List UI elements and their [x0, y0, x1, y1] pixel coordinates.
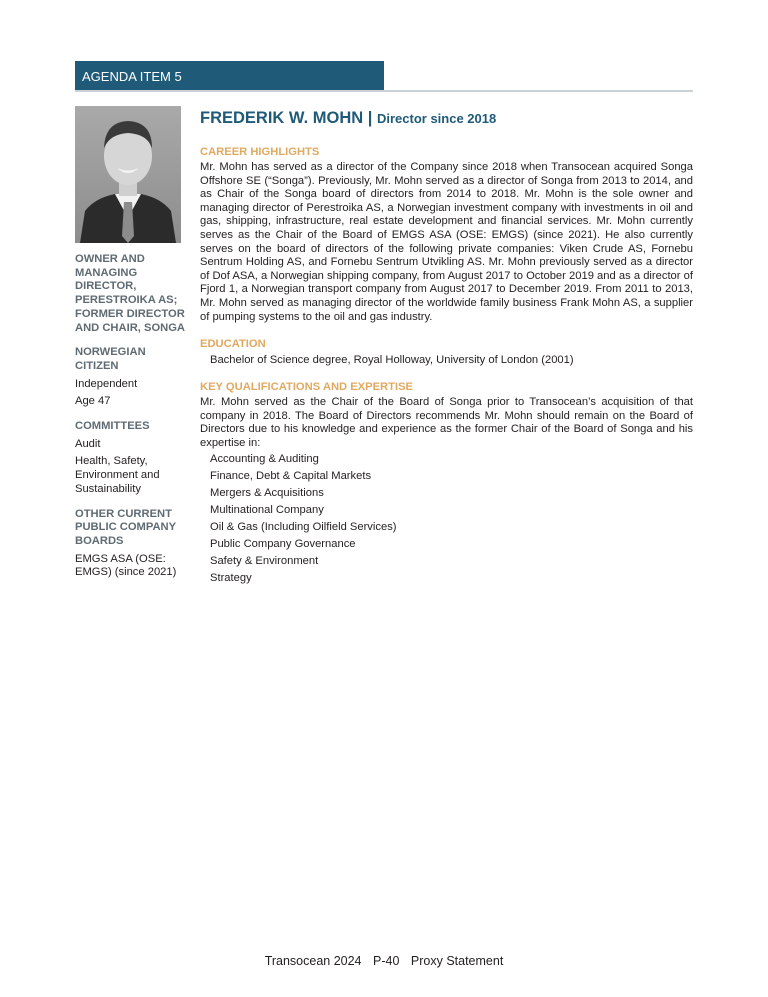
citizenship: NORWEGIAN CITIZEN: [75, 346, 146, 372]
committee-item: Audit: [75, 437, 101, 450]
education-item: Bachelor of Science degree, Royal Holloway, University of London (2001): [210, 354, 574, 367]
expertise-list: [200, 451, 693, 587]
footer-company: Transocean 2024: [264, 954, 362, 968]
board-item: EMGS ASA (OSE: EMGS) (since 2021): [75, 552, 177, 579]
expertise-item: Mergers & Acquisitions: [210, 486, 324, 499]
director-since: Director since 2018: [376, 111, 497, 126]
footer-document: Proxy Statement: [410, 954, 504, 968]
committee-item: Health, Safety, Environment and Sustainability: [75, 455, 160, 495]
committees-heading: COMMITTEES: [75, 420, 150, 433]
director-profile: [200, 109, 693, 587]
expertise-item: Finance, Debt & Capital Markets: [210, 469, 372, 482]
director-photo: [75, 106, 181, 243]
expertise-item: Multinational Company: [210, 503, 324, 516]
name-separator: |: [367, 109, 373, 127]
expertise-item: Public Company Governance: [210, 537, 356, 550]
director-role: OWNER AND MANAGING DIRECTOR, PERESTROIKA AS; FORMER DIRECTOR AND CHAIR, SONGA: [75, 253, 186, 334]
qualifications-text: Mr. Mohn served as the Chair of the Board of Songa prior to Transocean’s acquisition of that company in 2018. The Board of Directors recommends Mr. Mohn should remain on the Board of Directors due to his knowledge and experience as the former Chair of the Board of Songa and his expertise in:: [200, 396, 693, 449]
career-text: Mr. Mohn has served as a director of the Company since 2018 when Transocean acquired Songa Offshore SE (“Songa”). Previously, Mr. Mohn served as a director of Songa from 2013 to 2014, and as Chair of the Songa board of directors from 2014 to 2018. Mr. Mohn is the sole owner and managing director of Perestroika AS, a Norwegian investment company with investments in oil and gas, shipping, infrastructure, real estate development and financial services. Mr. Mohn currently serves as the Chair of the Board of EMGS ASA (OSE: EMGS) (since 2021). He also currently serves on the board of directors of the following private companies: Viken Crude AS, Fornebu Sentrum Holding AS, and Fornebu Sentrum Utvikling AS. Mr. Mohn previously served as a director of Dof ASA, a Norwegian shipping company, from August 2017 to October 2019 and as a director of Fjord 1, a Norwegian transport company from August 2017 to December 2019. From 2011 to 2013, Mr. Mohn served as managing director of the worldwide family business Frank Mohn AS, a supplier of pumping systems to the oil and gas industry.: [200, 161, 693, 323]
education-heading: EDUCATION: [200, 338, 266, 351]
expertise-item: Accounting & Auditing: [210, 452, 319, 465]
footer-page-number: P-40: [373, 954, 400, 968]
page-footer: [0, 954, 768, 968]
boards-heading: OTHER CURRENT PUBLIC COMPANY BOARDS: [75, 507, 176, 547]
expertise-item: Strategy: [210, 571, 252, 584]
expertise-item: Safety & Environment: [210, 554, 319, 567]
banner-divider: [75, 90, 693, 92]
agenda-banner: [75, 61, 384, 90]
director-age: Age 47: [75, 395, 111, 408]
director-sidebar: [75, 253, 187, 580]
career-heading: CAREER HIGHLIGHTS: [200, 146, 320, 158]
expertise-item: Oil & Gas (Including Oilfield Services): [210, 520, 397, 533]
director-name-line: [200, 109, 693, 128]
director-name: FREDERIK W. MOHN: [200, 109, 364, 127]
independence-status: Independent: [75, 377, 138, 390]
portrait-image: [75, 106, 181, 243]
qualifications-heading: KEY QUALIFICATIONS AND EXPERTISE: [200, 381, 413, 394]
agenda-label: AGENDA ITEM 5: [82, 69, 182, 84]
